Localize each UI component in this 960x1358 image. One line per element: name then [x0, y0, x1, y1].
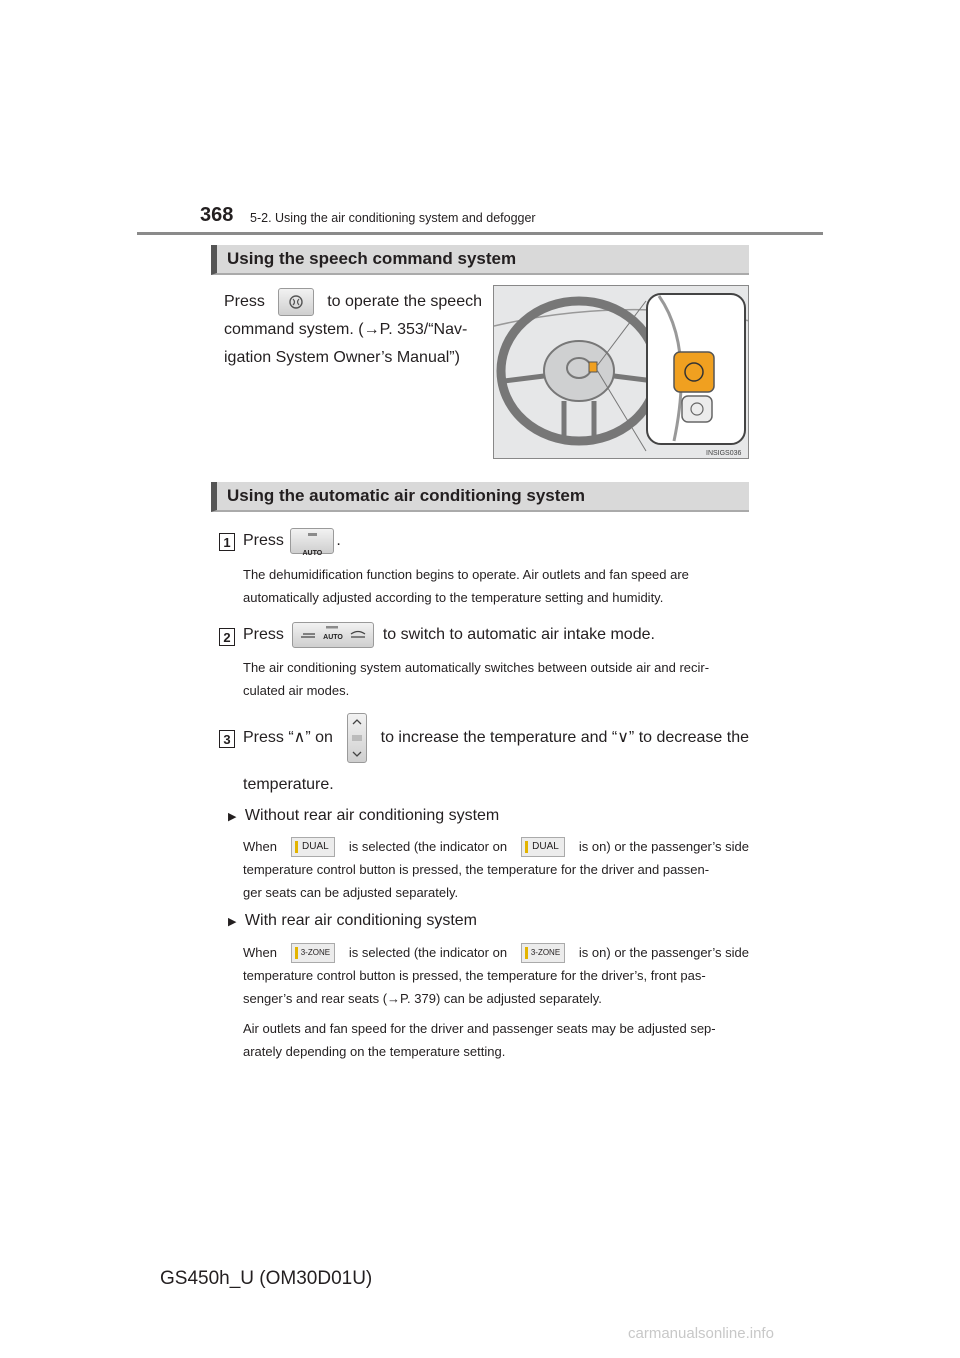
- step-1-instruction: [243, 527, 341, 555]
- dual-indicator-label: DUAL: [532, 840, 559, 852]
- intake-button-label: AUTO: [323, 633, 344, 641]
- speech-line-3: igation System Owner’s Manual”): [224, 349, 460, 366]
- auto-button-image: [290, 528, 334, 557]
- step-2-press: Press: [243, 626, 284, 643]
- without-rear-ac-line-3: ger seats can be adjusted separately.: [243, 885, 459, 900]
- speech-line-1: [224, 288, 482, 316]
- three-zone-button-image: [291, 943, 335, 963]
- talk-switch-icon: [279, 289, 313, 315]
- final-note-line-1: Air outlets and fan speed for the driver and passenger seats may be adjusted sep-: [243, 1021, 716, 1036]
- steering-wheel-drawing: [494, 286, 749, 459]
- step-1-note: [243, 563, 749, 609]
- header-rule: [137, 232, 823, 235]
- selected-text: is selected (the indicator on: [348, 945, 508, 960]
- step-number-3: 3: [219, 730, 235, 748]
- step-2-instruction: [243, 621, 655, 649]
- step-2-note-line-1: The air conditioning system automatically switches between outside air and recir-: [243, 660, 710, 675]
- step-1-note-line-1: The dehumidification function begins to operate. Air outlets and fan speed are: [243, 567, 689, 582]
- step-3-increase-text: to increase the temperature and “∨” to decrease the: [380, 729, 749, 746]
- without-rear-ac-line-1: [243, 835, 749, 858]
- step-number-1: 1: [219, 533, 235, 551]
- step-number-2: 2: [219, 628, 235, 646]
- three-zone-indicator-image: [521, 943, 565, 963]
- with-rear-ac-title: With rear air conditioning system: [244, 912, 478, 929]
- step-1-press: Press: [243, 532, 284, 549]
- triangle-bullet-icon: ▶: [228, 916, 237, 928]
- step-2-note: [243, 656, 749, 702]
- section-heading-label: Using the speech command system: [227, 249, 517, 268]
- without-rear-ac-line-2: temperature control button is pressed, the temperature for the driver and passen-: [243, 862, 710, 877]
- with-rear-ac-line-2: temperature control button is pressed, the temperature for the driver’s, front pas-: [243, 968, 706, 983]
- step-1-period: .: [336, 532, 341, 549]
- dual-button-image: [291, 837, 335, 857]
- without-rear-ac-heading: [228, 802, 499, 831]
- final-note: [243, 1017, 749, 1063]
- speech-line-2: command system. (→P. 353/“Nav-: [224, 321, 468, 338]
- page-number: 368: [200, 204, 234, 226]
- step-3-temperature: temperature.: [243, 776, 334, 793]
- section-heading-auto-ac: [211, 482, 749, 512]
- temperature-switch-icon: [348, 714, 366, 762]
- auto-button-label: AUTO: [302, 549, 323, 557]
- dual-indicator-image: [521, 837, 565, 857]
- three-zone-button-label: 3-ZONE: [300, 947, 331, 957]
- step-1-note-line-2: automatically adjusted according to the temperature setting and humidity.: [243, 590, 664, 605]
- without-rear-ac-body: [243, 835, 749, 904]
- when-text: When: [243, 945, 277, 960]
- air-intake-icon: [293, 623, 373, 647]
- dual-button-label: DUAL: [302, 840, 329, 852]
- air-intake-auto-button-image: [292, 622, 374, 648]
- talk-switch-button-image: [278, 288, 314, 316]
- chapter-title: 5-2. Using the air conditioning system and defogger: [250, 211, 536, 225]
- step-2-switch-text: to switch to automatic air intake mode.: [382, 626, 655, 643]
- watermark: carmanualsonline.info: [628, 1325, 774, 1342]
- without-rear-ac-title: Without rear air conditioning system: [244, 807, 500, 824]
- speech-paragraph: [224, 288, 482, 372]
- step-3-instruction: [243, 724, 749, 752]
- step-2-note-line-2: culated air modes.: [243, 683, 350, 698]
- three-zone-indicator-label: 3-ZONE: [530, 947, 561, 957]
- steering-wheel-illustration: [493, 285, 749, 459]
- selected-text: is selected (the indicator on: [348, 839, 508, 854]
- triangle-bullet-icon: ▶: [228, 811, 237, 823]
- step-3-press-up: Press “∧” on: [243, 729, 333, 746]
- image-code: INSIGS036: [706, 450, 742, 457]
- section-heading-speech: [211, 245, 749, 275]
- with-rear-ac-heading: [228, 907, 477, 936]
- is-on-text: is on) or the passenger’s side: [578, 945, 749, 960]
- speech-text-operate: to operate the speech: [327, 293, 482, 310]
- with-rear-ac-body: [243, 941, 749, 1010]
- section-heading-label: Using the automatic air conditioning system: [227, 486, 585, 505]
- temperature-switch-image: [347, 713, 367, 763]
- is-on-text: is on) or the passenger’s side: [578, 839, 749, 854]
- when-text: When: [243, 839, 277, 854]
- final-note-line-2: arately depending on the temperature setting.: [243, 1044, 506, 1059]
- with-rear-ac-line-3: senger’s and rear seats (→P. 379) can be adjusted separately.: [243, 991, 602, 1006]
- with-rear-ac-line-1: [243, 941, 749, 964]
- model-code: GS450h_U (OM30D01U): [160, 1268, 373, 1289]
- speech-text-press: Press: [224, 293, 265, 310]
- indicator-light-icon: [308, 533, 317, 536]
